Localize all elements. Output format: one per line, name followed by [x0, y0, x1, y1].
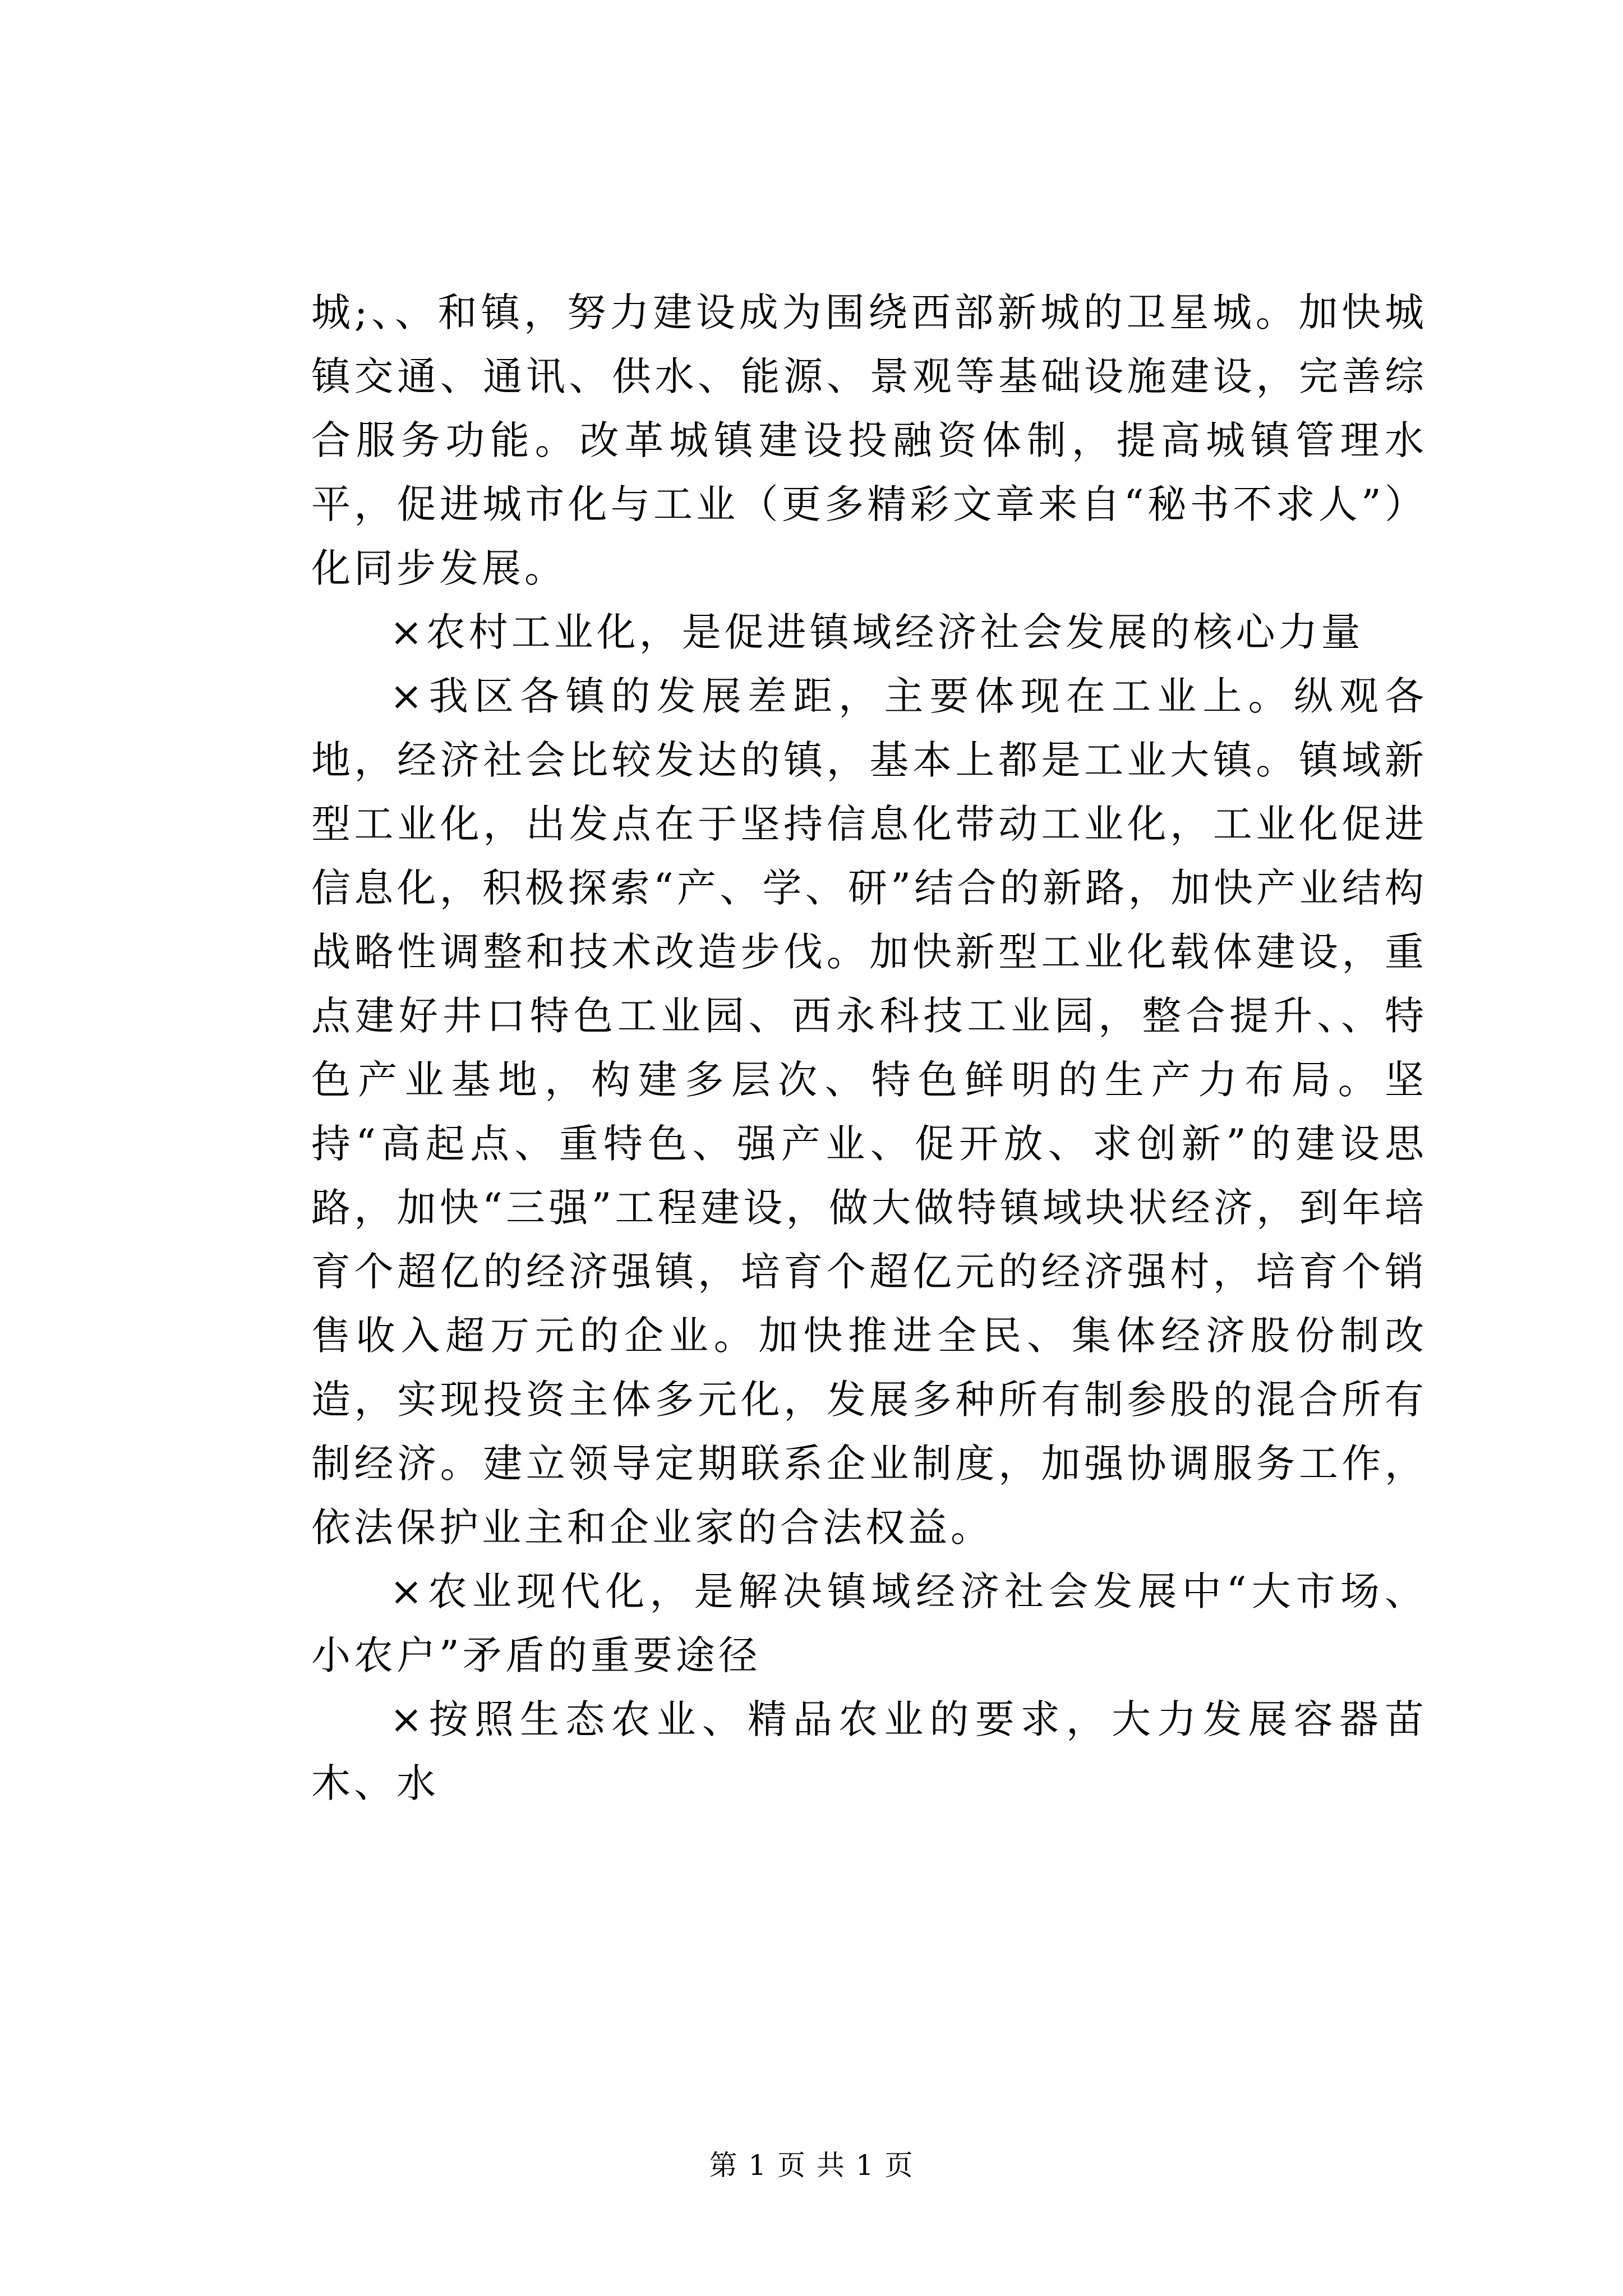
page-footer: 第 1 页 共 1 页 — [709, 2149, 914, 2182]
document-body — [311, 280, 1427, 1815]
paragraph: ×农业现代化，是解决镇域经济社会发展中“大市场、小农户”矛盾的重要途径 — [311, 1568, 1427, 1678]
paragraph: ×农村工业化，是促进镇域经济社会发展的核心力量 — [390, 609, 1364, 655]
paragraph: ×我区各镇的发展差距，主要体现在工业上。纵观各地，经济社会比较发达的镇，基本上都是工业大镇。镇域新型工业化，出发点在于坚持信息化带动工业化，工业化促进信息化，积极探索“产、学、研”结合的新路，加快产业结构战略性调整和技术改造步伐。加快新型工业化载体建设，重点建好井口特色工业园、西永科技工业园，整合提升、、特色产业基地，构建多层次、特色鲜明的生产力布局。坚持“高起点、重特色、强产业、促开放、求创新”的建设思路，加快“三强”工程建设，做大做特镇域块状经济，到年培育个超亿的经济强镇，培育个超亿元的经济强村，培育个销售收入超万元的企业。加快推进全民、集体经济股份制改造，实现投资主体多元化，发展多种所有制参股的混合所有制经济。建立领导定期联系企业制度，加强协调服务工作，依法保护业主和企业家的合法权益。 — [311, 673, 1427, 1550]
paragraph: ×按照生态农业、精品农业的要求，大力发展容器苗木、水 — [311, 1696, 1427, 1806]
paragraph: 城;、、和镇，努力建设成为围绕西部新城的卫星城。加快城镇交通、通讯、供水、能源、景观等基础设施建设，完善综合服务功能。改革城镇建设投融资体制，提高城镇管理水平，促进城市化与工业（更多精彩文章来自“秘书不求人”）化同步发展。 — [311, 289, 1427, 591]
